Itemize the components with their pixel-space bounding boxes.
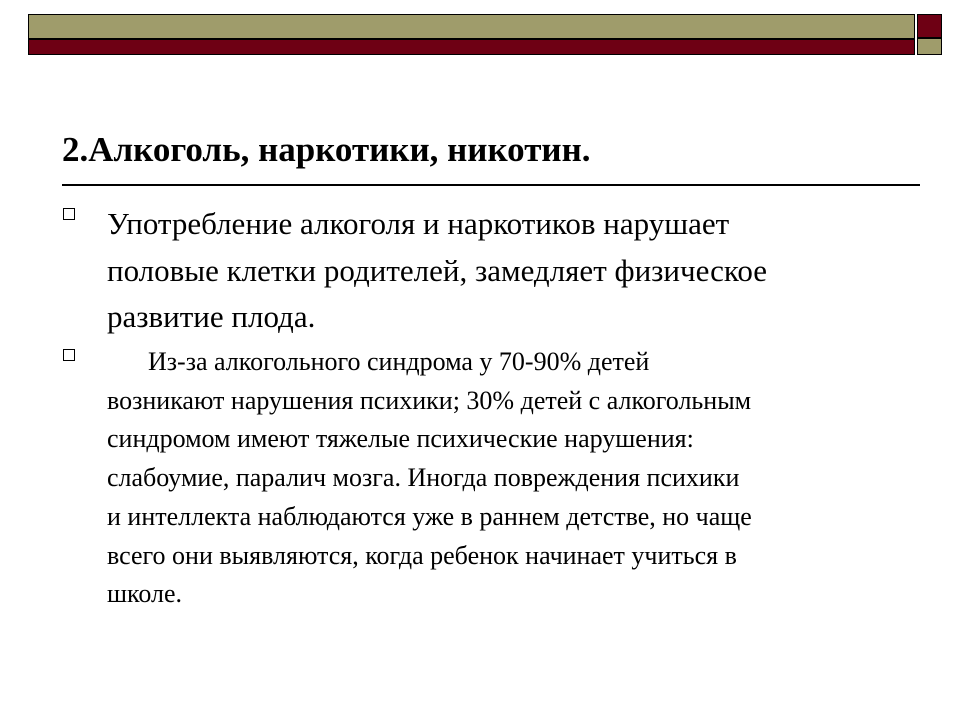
header-corner-olive-block	[917, 38, 942, 55]
header-decorative-band	[28, 14, 942, 55]
bullet-item-2	[107, 343, 752, 614]
bullet-2-line: школе.	[107, 579, 183, 609]
header-maroon-bar	[28, 39, 915, 55]
bullet-1-line: развитие плода.	[107, 299, 316, 334]
bullet-2-line: возникают нарушения психики; 30% детей с алкогольным	[107, 385, 752, 415]
bullet-item-1	[107, 201, 767, 341]
bullet-square-icon	[63, 208, 75, 220]
header-olive-bar	[28, 14, 915, 39]
bullet-2-line: Из-за алкогольного синдрома у 70-90% детей	[148, 347, 650, 376]
header-corner-maroon-block	[917, 14, 942, 38]
bullet-2-line: синдромом имеют тяжелые психические нарушения:	[107, 424, 694, 454]
slide-title: 2.Алкоголь, наркотики, никотин.	[62, 130, 591, 169]
bullet-2-line: слабоумие, паралич мозга. Иногда повреждения психики	[107, 463, 740, 493]
bullet-square-icon	[63, 349, 75, 361]
title-divider	[62, 184, 920, 186]
bullet-1-line: Употребление алкоголя и наркотиков нарушает	[107, 206, 730, 241]
bullet-2-line: всего они выявляются, когда ребенок начинает учиться в	[107, 540, 737, 570]
bullet-2-line: и интеллекта наблюдаются уже в раннем детстве, но чаще	[107, 501, 752, 531]
bullet-1-line: половые клетки родителей, замедляет физическое	[107, 252, 768, 288]
